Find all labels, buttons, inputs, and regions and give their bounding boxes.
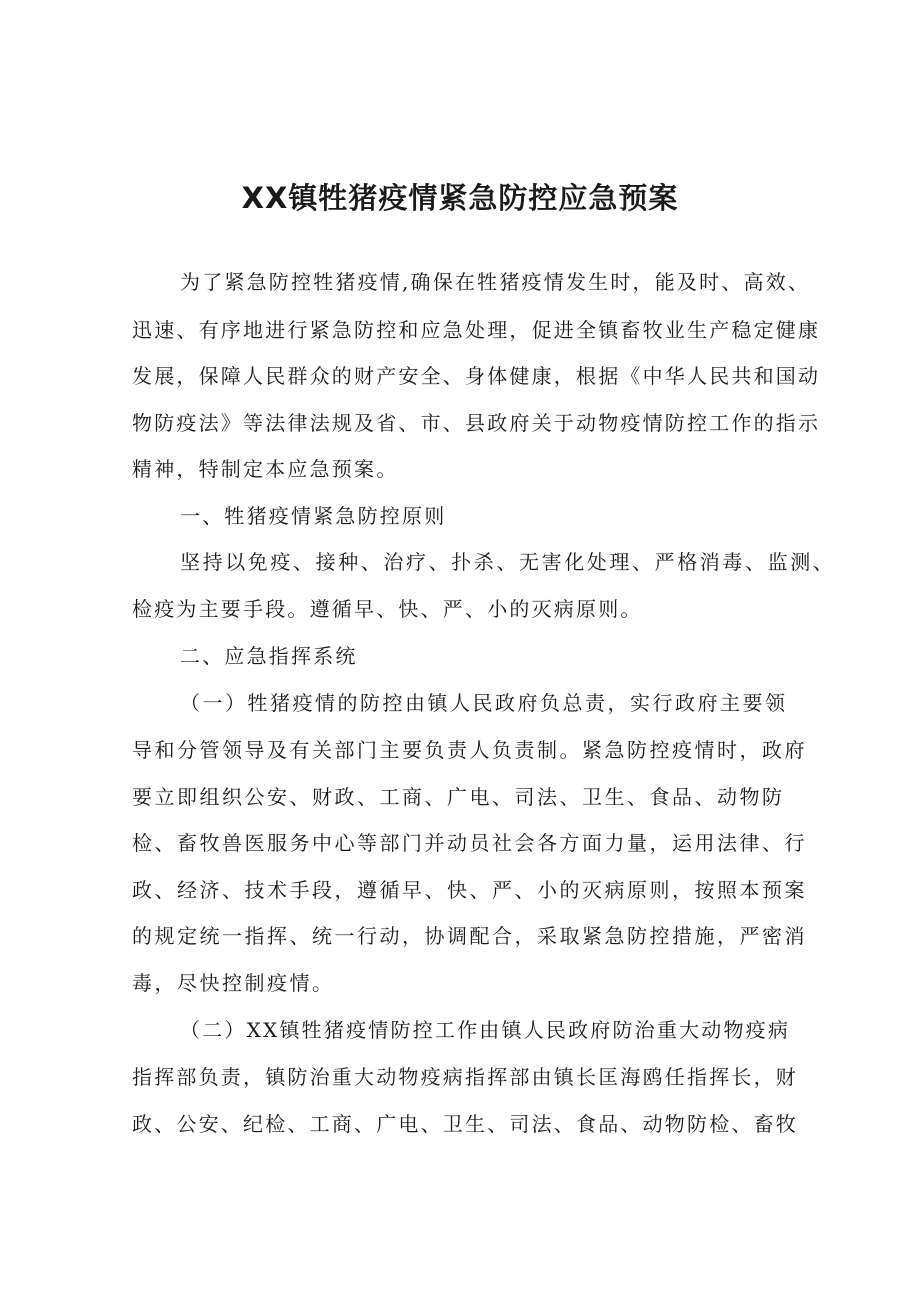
paragraph-line: 检疫为主要手段。遵循早、快、严、小的灭病原则。: [132, 597, 643, 621]
paragraph-line: 精神，特制定本应急预案。: [132, 457, 399, 481]
paragraph-line: （一）牲猪疫情的防控由镇人民政府负总责，实行政府主要领: [180, 691, 788, 715]
paragraph-line: （二）XX镇牲猪疫情防控工作由镇人民政府防治重大动物疫病: [180, 1018, 791, 1042]
section-heading: 一、牲猪疫情紧急防控原则: [180, 504, 447, 528]
paragraph-line: 导和分管领导及有关部门主要负责人负责制。紧急防控疫情时，政府: [132, 738, 807, 762]
paragraph-line: 物防疫法》等法律法规及省、市、县政府关于动物疫情防控工作的指示: [132, 411, 821, 435]
section-heading: 二、应急指挥系统: [180, 644, 358, 668]
paragraph-line: 发展，保障人民群众的财产安全、身体健康，根据《中华人民共和国动: [132, 364, 821, 388]
paragraph-line: 指挥部负责，镇防治重大动物疫病指挥部由镇长匡海鸥任指挥长，财: [132, 1065, 798, 1089]
paragraph-line: 政、公安、纪检、工商、广电、卫生、司法、食品、动物防检、畜牧: [132, 1112, 798, 1136]
paragraph-line: 要立即组织公安、财政、工商、广电、司法、卫生、食品、动物防: [132, 785, 785, 809]
paragraph-line: 为了紧急防控牲猪疫情,确保在牲猪疫情发生时，能及时、高效、: [180, 270, 811, 294]
paragraph-line: 毒，尽快控制疫情。: [132, 971, 335, 995]
paragraph-line: 检、畜牧兽医服务中心等部门并动员社会各方面力量，运用法律、行: [132, 831, 807, 855]
paragraph-line: 坚持以免疫、接种、治疗、扑杀、无害化处理、严格消毒、监测、: [180, 550, 836, 574]
paragraph-line: 迅速、有序地进行紧急防控和应急处理，促进全镇畜牧业生产稳定健康: [132, 318, 821, 342]
paragraph-line: 政、经济、技术手段，遵循早、快、严、小的灭病原则，按照本预案: [132, 878, 807, 902]
paragraph-line: 的规定统一指挥、统一行动，协调配合，采取紧急防控措施，严密消: [132, 924, 807, 948]
document-title: XX镇牲猪疫情紧急防控应急预案: [241, 181, 679, 215]
